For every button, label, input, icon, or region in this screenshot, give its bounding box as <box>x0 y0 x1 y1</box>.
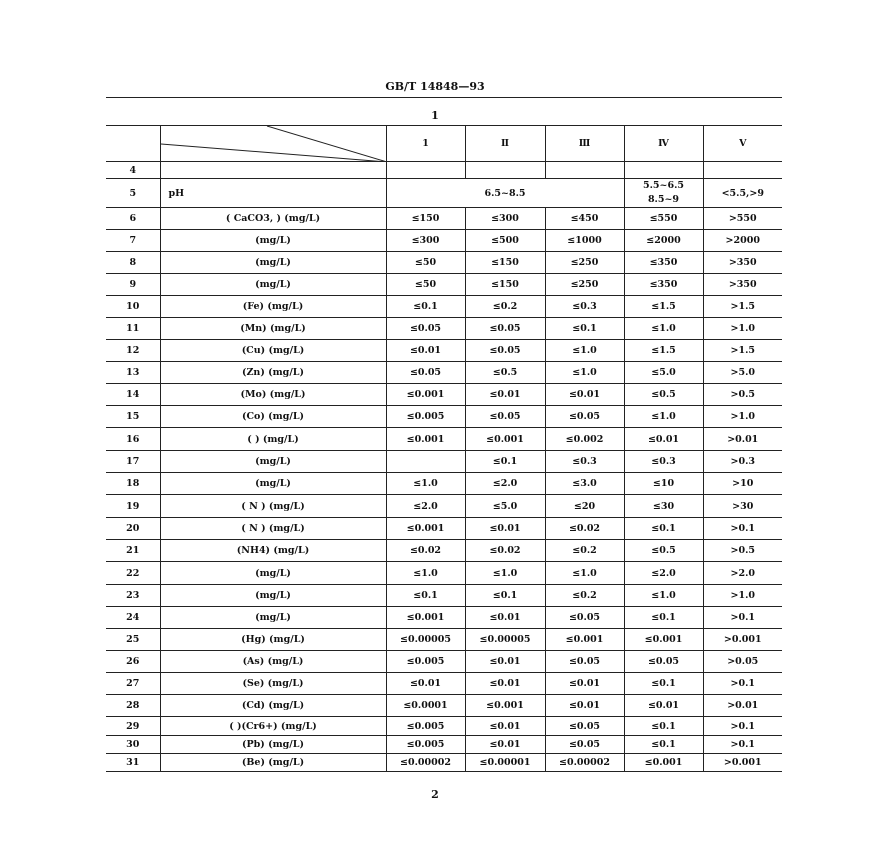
row-value: ≤30 <box>624 495 703 518</box>
row-value: ≤0.01 <box>624 428 703 451</box>
row-number: 9 <box>106 274 160 296</box>
row-value: ≤0.02 <box>545 518 624 540</box>
row-item <box>160 162 386 179</box>
table-row <box>106 296 782 318</box>
row-value: ≤0.00002 <box>545 754 624 772</box>
header-class-2: Ⅱ <box>465 126 545 162</box>
row-value: ≤1.0 <box>386 562 465 585</box>
table-row <box>106 540 782 562</box>
row-value: ≤0.02 <box>465 540 545 562</box>
row-number: 18 <box>106 473 160 495</box>
row-value: >1.5 <box>703 340 782 362</box>
row-value: ≤0.05 <box>545 717 624 736</box>
row-number: 31 <box>106 754 160 772</box>
row-number: 24 <box>106 607 160 629</box>
table-row <box>106 162 782 179</box>
row-value: >2.0 <box>703 562 782 585</box>
row-item: (Zn) (mg/L) <box>160 362 386 384</box>
row-number: 4 <box>106 162 160 179</box>
table-row <box>106 562 782 585</box>
row-item: (mg/L) <box>160 562 386 585</box>
row-value <box>545 162 624 179</box>
row-value: >30 <box>703 495 782 518</box>
table-row <box>106 179 782 208</box>
row-value: >0.001 <box>703 629 782 651</box>
table-row <box>106 230 782 252</box>
row-number: 10 <box>106 296 160 318</box>
row-value: ≤1.0 <box>545 362 624 384</box>
row-item: ( ) (mg/L) <box>160 428 386 451</box>
row-number: 26 <box>106 651 160 673</box>
table-row <box>106 585 782 607</box>
row-value: ≤1.0 <box>545 340 624 362</box>
table-row <box>106 340 782 362</box>
row-value: ≤0.05 <box>545 607 624 629</box>
row-value: >5.0 <box>703 362 782 384</box>
standards-table <box>106 125 782 772</box>
row-value: >2000 <box>703 230 782 252</box>
row-item: (As) (mg/L) <box>160 651 386 673</box>
row-value: ≤0.005 <box>386 717 465 736</box>
row-value: ≤0.01 <box>545 695 624 717</box>
row-value: >0.1 <box>703 673 782 695</box>
row-number: 12 <box>106 340 160 362</box>
doc-header: GB/T 14848—93 <box>385 80 485 93</box>
row-value: ≤0.01 <box>624 695 703 717</box>
row-value-merged: 6.5~8.5 <box>386 179 624 208</box>
row-value: ≤1.0 <box>545 562 624 585</box>
table-row <box>106 208 782 230</box>
row-value: ≤0.01 <box>386 340 465 362</box>
row-value: ≤0.1 <box>465 451 545 473</box>
row-item: (Mo) (mg/L) <box>160 384 386 406</box>
row-value: ≤350 <box>624 252 703 274</box>
row-value: ≤0.001 <box>465 695 545 717</box>
row-value: ≤0.5 <box>624 540 703 562</box>
table-row <box>106 406 782 428</box>
row-item: (Fe) (mg/L) <box>160 296 386 318</box>
row-value <box>624 162 703 179</box>
row-value: ≤0.00001 <box>465 754 545 772</box>
row-value: ≤5.0 <box>465 495 545 518</box>
row-number: 21 <box>106 540 160 562</box>
row-number: 25 <box>106 629 160 651</box>
table-row <box>106 274 782 296</box>
row-value: ≤0.1 <box>624 518 703 540</box>
row-value: ≤0.3 <box>545 451 624 473</box>
row-value: ≤0.3 <box>624 451 703 473</box>
row-value: ≤1.0 <box>624 585 703 607</box>
row-item: (mg/L) <box>160 252 386 274</box>
row-value: ≤10 <box>624 473 703 495</box>
row-value: ≤50 <box>386 274 465 296</box>
row-value: >1.5 <box>703 296 782 318</box>
row-value: ≤1.0 <box>386 473 465 495</box>
row-value: ≤0.3 <box>545 296 624 318</box>
table-row <box>106 607 782 629</box>
row-item: (Hg) (mg/L) <box>160 629 386 651</box>
row-value: ≤5.0 <box>624 362 703 384</box>
row-value: ≤0.00005 <box>386 629 465 651</box>
table-row <box>106 651 782 673</box>
row-value: ≤0.1 <box>624 607 703 629</box>
row-value: ≤0.1 <box>545 318 624 340</box>
row-value: ≤0.01 <box>465 736 545 754</box>
row-number: 22 <box>106 562 160 585</box>
row-value: >0.1 <box>703 518 782 540</box>
row-item: (mg/L) <box>160 274 386 296</box>
row-value: ≤0.1 <box>624 673 703 695</box>
row-item: (mg/L) <box>160 473 386 495</box>
row-value: ≤0.01 <box>465 518 545 540</box>
row-value: ≤0.001 <box>624 629 703 651</box>
row-value: ≤0.05 <box>624 651 703 673</box>
row-value: ≤350 <box>624 274 703 296</box>
table-row <box>106 428 782 451</box>
row-value: ≤250 <box>545 274 624 296</box>
row-value: ≤0.01 <box>465 717 545 736</box>
row-item: (mg/L) <box>160 585 386 607</box>
row-value: ≤0.5 <box>465 362 545 384</box>
row-value: ≤3.0 <box>545 473 624 495</box>
row-value: >1.0 <box>703 406 782 428</box>
row-item: (NH4) (mg/L) <box>160 540 386 562</box>
row-value: ≤0.001 <box>624 754 703 772</box>
row-value: ≤150 <box>465 274 545 296</box>
row-number: 23 <box>106 585 160 607</box>
table-row <box>106 451 782 473</box>
row-number: 14 <box>106 384 160 406</box>
row-value: ≤0.001 <box>386 518 465 540</box>
row-value: ≤0.1 <box>465 585 545 607</box>
row-item: (Pb) (mg/L) <box>160 736 386 754</box>
row-value: ≤0.2 <box>465 296 545 318</box>
row-number: 27 <box>106 673 160 695</box>
row-item: (Se) (mg/L) <box>160 673 386 695</box>
row-item: pH <box>160 179 386 208</box>
row-value: <5.5,>9 <box>703 179 782 208</box>
row-value: ≤150 <box>386 208 465 230</box>
row-value <box>465 162 545 179</box>
row-value: ≤0.001 <box>386 607 465 629</box>
row-value: ≤50 <box>386 252 465 274</box>
row-value: >10 <box>703 473 782 495</box>
table-row <box>106 673 782 695</box>
row-value: >0.01 <box>703 428 782 451</box>
row-value: 5.5~6.5 8.5~9 <box>624 179 703 208</box>
row-value: ≤0.01 <box>465 607 545 629</box>
row-value: >0.01 <box>703 695 782 717</box>
row-value: >0.5 <box>703 540 782 562</box>
row-value: ≤0.01 <box>465 673 545 695</box>
row-value: >0.3 <box>703 451 782 473</box>
row-number: 6 <box>106 208 160 230</box>
row-value: >0.5 <box>703 384 782 406</box>
row-number: 13 <box>106 362 160 384</box>
row-value: ≤0.002 <box>545 428 624 451</box>
row-item: (Cd) (mg/L) <box>160 695 386 717</box>
header-diagonal-cell <box>160 126 386 162</box>
row-value: ≤0.005 <box>386 406 465 428</box>
row-value: ≤0.1 <box>386 296 465 318</box>
row-item: (mg/L) <box>160 451 386 473</box>
row-value: ≤0.001 <box>386 384 465 406</box>
row-value: ≤0.0001 <box>386 695 465 717</box>
row-item: (mg/L) <box>160 607 386 629</box>
table-row <box>106 736 782 754</box>
table-row <box>106 495 782 518</box>
row-value: >350 <box>703 252 782 274</box>
row-value: ≤1000 <box>545 230 624 252</box>
row-value <box>703 162 782 179</box>
row-value: ≤150 <box>465 252 545 274</box>
row-value: >0.001 <box>703 754 782 772</box>
row-value: ≤250 <box>545 252 624 274</box>
row-value: ≤0.02 <box>386 540 465 562</box>
row-value: ≤0.2 <box>545 540 624 562</box>
table-row <box>106 717 782 736</box>
table-row <box>106 473 782 495</box>
row-value: ≤2.0 <box>624 562 703 585</box>
row-value: >1.0 <box>703 585 782 607</box>
row-number: 29 <box>106 717 160 736</box>
row-value: ≤0.1 <box>624 736 703 754</box>
table-row <box>106 754 782 772</box>
row-value: ≤1.0 <box>465 562 545 585</box>
row-item: (Be) (mg/L) <box>160 754 386 772</box>
row-value: ≤0.01 <box>386 673 465 695</box>
row-number: 20 <box>106 518 160 540</box>
row-value: ≤0.01 <box>545 673 624 695</box>
row-value: ≤0.1 <box>624 717 703 736</box>
table-row <box>106 384 782 406</box>
row-item: (Mn) (mg/L) <box>160 318 386 340</box>
table-row <box>106 629 782 651</box>
row-value: >550 <box>703 208 782 230</box>
row-value: ≤0.01 <box>545 384 624 406</box>
row-value: ≤1.0 <box>624 318 703 340</box>
header-class-5: Ⅴ <box>703 126 782 162</box>
row-number: 11 <box>106 318 160 340</box>
row-value: ≤2000 <box>624 230 703 252</box>
header-rule <box>106 97 782 98</box>
row-value: ≤0.2 <box>545 585 624 607</box>
table-row <box>106 318 782 340</box>
row-number: 8 <box>106 252 160 274</box>
row-value: ≤1.5 <box>624 340 703 362</box>
row-value: ≤0.001 <box>386 428 465 451</box>
row-value: ≤300 <box>465 208 545 230</box>
row-value: ≤0.001 <box>545 629 624 651</box>
table-row <box>106 252 782 274</box>
row-value: ≤0.005 <box>386 651 465 673</box>
row-value: >0.1 <box>703 607 782 629</box>
row-value: ≤0.01 <box>465 651 545 673</box>
row-number: 19 <box>106 495 160 518</box>
table-header-row <box>106 126 782 162</box>
row-value: ≤0.00005 <box>465 629 545 651</box>
table-title: 1 <box>431 109 439 122</box>
row-number: 15 <box>106 406 160 428</box>
row-item: ( CaCO3, ) (mg/L) <box>160 208 386 230</box>
row-value: ≤0.05 <box>386 362 465 384</box>
row-number: 7 <box>106 230 160 252</box>
row-value: ≤0.1 <box>386 585 465 607</box>
row-value: ≤0.05 <box>465 340 545 362</box>
row-number: 30 <box>106 736 160 754</box>
row-value: ≤300 <box>386 230 465 252</box>
row-value <box>386 451 465 473</box>
row-value: ≤0.05 <box>545 406 624 428</box>
row-value: ≤0.005 <box>386 736 465 754</box>
diagonal-lines <box>161 126 387 162</box>
row-value: ≤1.5 <box>624 296 703 318</box>
row-value: >0.1 <box>703 717 782 736</box>
header-class-3: Ⅲ <box>545 126 624 162</box>
row-value: ≤0.001 <box>465 428 545 451</box>
row-value: ≤20 <box>545 495 624 518</box>
row-value: ≤0.5 <box>624 384 703 406</box>
page-number: 2 <box>431 788 439 801</box>
row-item: ( N ) (mg/L) <box>160 495 386 518</box>
row-value <box>386 162 465 179</box>
row-item: (Cu) (mg/L) <box>160 340 386 362</box>
row-value: >0.05 <box>703 651 782 673</box>
row-value: ≤550 <box>624 208 703 230</box>
row-value: ≤1.0 <box>624 406 703 428</box>
header-class-4: Ⅳ <box>624 126 703 162</box>
row-value: ≤0.05 <box>465 406 545 428</box>
row-value: ≤2.0 <box>386 495 465 518</box>
row-value: ≤0.05 <box>465 318 545 340</box>
row-value: ≤0.05 <box>386 318 465 340</box>
row-value: ≤0.05 <box>545 736 624 754</box>
row-value: ≤2.0 <box>465 473 545 495</box>
row-number: 5 <box>106 179 160 208</box>
header-class-1: 1 <box>386 126 465 162</box>
row-value: >0.1 <box>703 736 782 754</box>
row-value: ≤450 <box>545 208 624 230</box>
row-value: ≤0.00002 <box>386 754 465 772</box>
row-item: (mg/L) <box>160 230 386 252</box>
header-no-cell <box>106 126 160 162</box>
row-item: (Co) (mg/L) <box>160 406 386 428</box>
row-value: ≤0.01 <box>465 384 545 406</box>
row-item: ( N ) (mg/L) <box>160 518 386 540</box>
row-value: ≤500 <box>465 230 545 252</box>
row-number: 28 <box>106 695 160 717</box>
row-number: 16 <box>106 428 160 451</box>
row-value: ≤0.05 <box>545 651 624 673</box>
row-number: 17 <box>106 451 160 473</box>
table-row <box>106 518 782 540</box>
row-value: >350 <box>703 274 782 296</box>
table-row <box>106 362 782 384</box>
table-row <box>106 695 782 717</box>
row-item: ( )(Cr6+) (mg/L) <box>160 717 386 736</box>
row-value: >1.0 <box>703 318 782 340</box>
